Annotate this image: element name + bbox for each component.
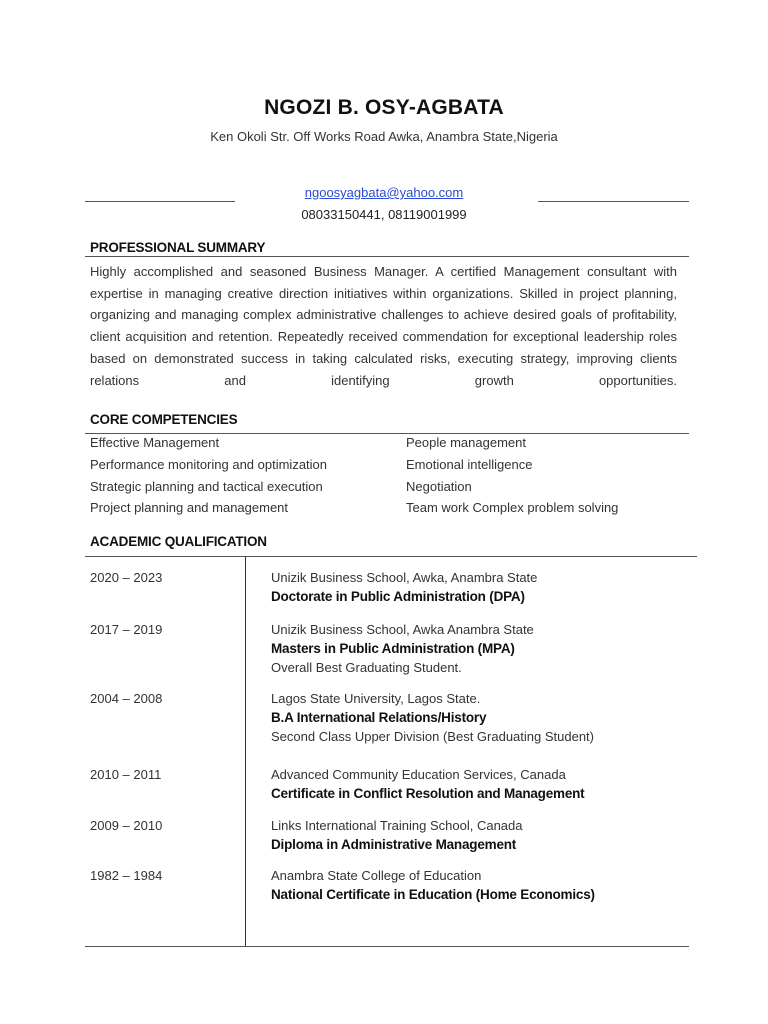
competency-item: People management (406, 435, 526, 450)
qualification-entry (271, 816, 691, 854)
header-divider-left (85, 201, 235, 202)
academic-heading: ACADEMIC QUALIFICATION (90, 534, 267, 549)
competency-item: Effective Management (90, 435, 220, 450)
qualification-institution: Lagos State University, Lagos State. (271, 691, 481, 706)
candidate-name: NGOZI B. OSY-AGBATA (264, 96, 504, 119)
qualification-degree: Diploma in Administrative Management (271, 837, 517, 852)
academic-divider-bottom (85, 946, 689, 947)
candidate-phone: 08033150441, 08119001999 (301, 207, 467, 222)
qualification-years: 2009 – 2010 (90, 818, 163, 833)
email-link[interactable]: ngoosyagbata@yahoo.com (304, 185, 464, 200)
qualification-note: Second Class Upper Division (Best Graduating Student) (271, 729, 594, 744)
qualification-institution: Advanced Community Education Services, Canada (271, 767, 566, 782)
summary-divider (85, 256, 689, 257)
competency-item: Team work Complex problem solving (406, 500, 619, 515)
competencies-divider (85, 433, 689, 434)
qualification-entry (271, 689, 691, 747)
qualification-institution: Anambra State College of Education (271, 868, 482, 883)
qualification-years: 2017 – 2019 (90, 622, 163, 637)
candidate-address: Ken Okoli Str. Off Works Road Awka, Anambra State,Nigeria (210, 129, 558, 144)
competencies-heading: CORE COMPETENCIES (90, 412, 238, 427)
competency-item: Strategic planning and tactical execution (90, 479, 323, 494)
qualification-entry (271, 765, 691, 803)
qualification-institution: Unizik Business School, Awka Anambra State (271, 622, 534, 637)
qualification-institution: Links International Training School, Canada (271, 818, 523, 833)
qualification-years: 2020 – 2023 (90, 570, 163, 585)
qualification-years: 2004 – 2008 (90, 691, 163, 706)
qualification-entry (271, 568, 691, 606)
qualification-note: Overall Best Graduating Student. (271, 660, 462, 675)
academic-divider-top (85, 556, 697, 557)
qualification-institution: Unizik Business School, Awka, Anambra State (271, 570, 538, 585)
summary-text: Highly accomplished and seasoned Business Manager. A certified Management consultant with expertise in managing creative direction initiatives within organizations. Skilled in project planning, organizing and managing complex administrative challenges to achieve desired goals of profitability, client acquisition and retention. Repeatedly received commendation for exceptional leadership roles based on demonstrated success in taking calculated risks, executing strategy, improving clients relations and identifying growth opportunities. (90, 264, 677, 388)
competency-item: Negotiation (406, 479, 472, 494)
qualification-entry (271, 620, 691, 678)
competency-item: Project planning and management (90, 500, 289, 515)
qualification-degree: Doctorate in Public Administration (DPA) (271, 589, 525, 604)
qualification-years: 2010 – 2011 (90, 767, 162, 782)
qualification-degree: Masters in Public Administration (MPA) (271, 641, 515, 656)
competency-item: Performance monitoring and optimization (90, 457, 328, 472)
header-divider-right (538, 201, 689, 202)
qualification-years: 1982 – 1984 (90, 868, 163, 883)
summary-heading: PROFESSIONAL SUMMARY (90, 240, 266, 255)
qualification-degree: National Certificate in Education (Home Economics) (271, 887, 595, 902)
qualification-degree: Certificate in Conflict Resolution and Management (271, 786, 585, 801)
qualification-degree: B.A International Relations/History (271, 710, 487, 725)
academic-column-divider (245, 557, 246, 946)
qualification-entry (271, 866, 691, 904)
competency-item: Emotional intelligence (406, 457, 533, 472)
